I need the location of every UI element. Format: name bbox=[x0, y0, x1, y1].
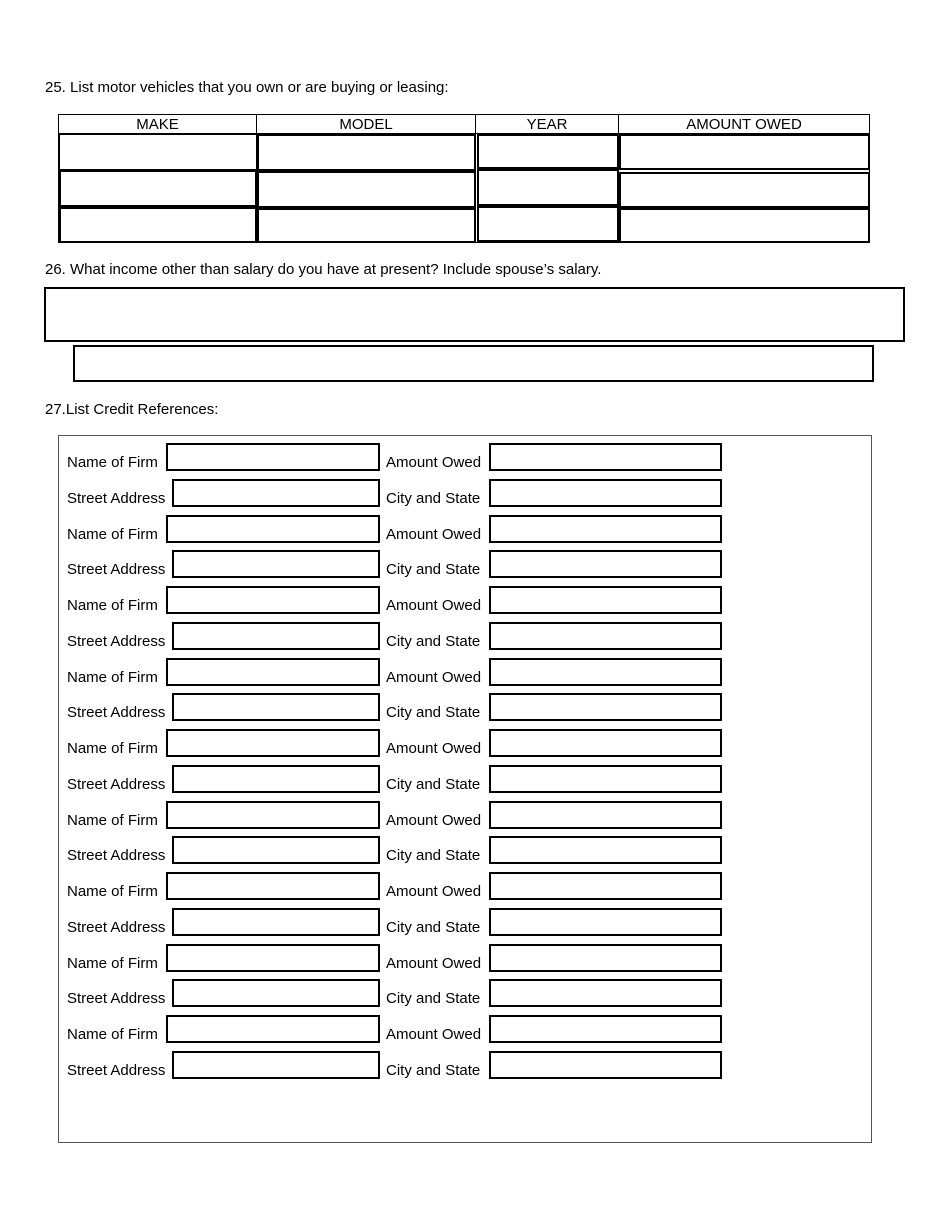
col-amount-owed-header: AMOUNT OWED bbox=[619, 115, 869, 134]
col-model-header: MODEL bbox=[257, 115, 476, 134]
q26-text: 26. What income other than salary do you have at present? Include spouse’s salary. bbox=[45, 261, 602, 278]
vehicle-1-amount-owed[interactable] bbox=[619, 134, 870, 170]
amount-owed-label: Amount Owed bbox=[386, 883, 482, 900]
ref-5-street-address-input[interactable] bbox=[172, 765, 380, 793]
firm-name-label: Name of Firm bbox=[67, 525, 158, 543]
other-income-field-1[interactable] bbox=[44, 287, 905, 342]
ref-4-amount-owed-input[interactable] bbox=[489, 658, 722, 686]
vehicle-3-model[interactable] bbox=[257, 208, 476, 243]
amount-owed-label: Amount Owed bbox=[386, 597, 482, 614]
amount-owed-label: Amount Owed bbox=[386, 668, 482, 686]
ref-7-street-address-input[interactable] bbox=[172, 908, 380, 936]
ref-2-city-state-input[interactable] bbox=[489, 550, 722, 578]
firm-name-label: Name of Firm bbox=[67, 811, 158, 829]
ref-4-street-address-input[interactable] bbox=[172, 693, 380, 721]
ref-3-firm-name-input[interactable] bbox=[166, 586, 380, 614]
ref-1-amount-owed-input[interactable] bbox=[489, 443, 722, 471]
street-address-label: Street Address bbox=[67, 847, 166, 865]
ref-1-street-address-input[interactable] bbox=[172, 479, 380, 507]
firm-name-label: Name of Firm bbox=[67, 954, 158, 972]
city-state-label: City and State bbox=[386, 489, 481, 507]
ref-8-amount-owed-input[interactable] bbox=[489, 944, 722, 972]
col-year-header: YEAR bbox=[476, 115, 619, 134]
amount-owed-label: Amount Owed bbox=[386, 954, 482, 972]
firm-name-label: Name of Firm bbox=[67, 1026, 158, 1043]
city-state-label: City and State bbox=[386, 918, 481, 936]
ref-5-firm-name-input[interactable] bbox=[166, 729, 380, 757]
street-address-label: Street Address bbox=[67, 1061, 166, 1079]
ref-6-firm-name-input[interactable] bbox=[166, 801, 380, 829]
ref-6-street-address-input[interactable] bbox=[172, 836, 380, 864]
ref-5-city-state-input[interactable] bbox=[489, 765, 722, 793]
ref-2-firm-name-input[interactable] bbox=[166, 515, 380, 543]
firm-name-label: Name of Firm bbox=[67, 740, 158, 757]
vehicle-1-year[interactable] bbox=[477, 134, 619, 169]
ref-9-firm-name-input[interactable] bbox=[166, 1015, 380, 1043]
firm-name-label: Name of Firm bbox=[67, 668, 158, 686]
ref-8-city-state-input[interactable] bbox=[489, 979, 722, 1007]
col-make-header: MAKE bbox=[59, 115, 257, 134]
amount-owed-label: Amount Owed bbox=[386, 811, 482, 829]
ref-7-city-state-input[interactable] bbox=[489, 908, 722, 936]
street-address-label: Street Address bbox=[67, 704, 166, 722]
firm-name-label: Name of Firm bbox=[67, 454, 158, 471]
street-address-label: Street Address bbox=[67, 990, 166, 1008]
street-address-label: Street Address bbox=[67, 489, 166, 507]
amount-owed-label: Amount Owed bbox=[386, 525, 482, 543]
q27-text: 27.List Credit References: bbox=[45, 401, 219, 418]
ref-7-amount-owed-input[interactable] bbox=[489, 872, 722, 900]
city-state-label: City and State bbox=[386, 1061, 481, 1079]
vehicle-2-year[interactable] bbox=[477, 169, 619, 206]
other-income-field-2[interactable] bbox=[73, 345, 874, 382]
ref-3-amount-owed-input[interactable] bbox=[489, 586, 722, 614]
vehicle-2-make[interactable] bbox=[59, 170, 257, 207]
firm-name-label: Name of Firm bbox=[67, 597, 158, 614]
vehicle-1-model[interactable] bbox=[257, 134, 476, 171]
ref-2-amount-owed-input[interactable] bbox=[489, 515, 722, 543]
amount-owed-label: Amount Owed bbox=[386, 454, 482, 471]
city-state-label: City and State bbox=[386, 775, 481, 793]
street-address-label: Street Address bbox=[67, 632, 166, 650]
city-state-label: City and State bbox=[386, 632, 481, 650]
ref-7-firm-name-input[interactable] bbox=[166, 872, 380, 900]
vehicle-2-amount-owed[interactable] bbox=[619, 172, 870, 208]
vehicle-3-make[interactable] bbox=[59, 207, 257, 243]
ref-3-city-state-input[interactable] bbox=[489, 622, 722, 650]
ref-3-street-address-input[interactable] bbox=[172, 622, 380, 650]
ref-4-firm-name-input[interactable] bbox=[166, 658, 380, 686]
ref-4-city-state-input[interactable] bbox=[489, 693, 722, 721]
city-state-label: City and State bbox=[386, 847, 481, 865]
city-state-label: City and State bbox=[386, 561, 481, 579]
street-address-label: Street Address bbox=[67, 918, 166, 936]
ref-9-city-state-input[interactable] bbox=[489, 1051, 722, 1079]
vehicle-1-make[interactable] bbox=[59, 134, 257, 170]
amount-owed-label: Amount Owed bbox=[386, 740, 482, 757]
ref-2-street-address-input[interactable] bbox=[172, 550, 380, 578]
vehicle-3-year[interactable] bbox=[477, 206, 619, 242]
ref-8-street-address-input[interactable] bbox=[172, 979, 380, 1007]
ref-6-city-state-input[interactable] bbox=[489, 836, 722, 864]
ref-6-amount-owed-input[interactable] bbox=[489, 801, 722, 829]
ref-1-city-state-input[interactable] bbox=[489, 479, 722, 507]
vehicle-2-model[interactable] bbox=[257, 171, 476, 208]
vehicles-table bbox=[58, 114, 870, 243]
q25-text: 25. List motor vehicles that you own or are buying or leasing: bbox=[45, 79, 449, 96]
amount-owed-label: Amount Owed bbox=[386, 1026, 482, 1043]
ref-9-amount-owed-input[interactable] bbox=[489, 1015, 722, 1043]
city-state-label: City and State bbox=[386, 990, 481, 1008]
street-address-label: Street Address bbox=[67, 775, 166, 793]
ref-9-street-address-input[interactable] bbox=[172, 1051, 380, 1079]
city-state-label: City and State bbox=[386, 704, 481, 722]
ref-5-amount-owed-input[interactable] bbox=[489, 729, 722, 757]
firm-name-label: Name of Firm bbox=[67, 883, 158, 900]
vehicle-3-amount-owed[interactable] bbox=[619, 208, 870, 243]
ref-1-firm-name-input[interactable] bbox=[166, 443, 380, 471]
ref-8-firm-name-input[interactable] bbox=[166, 944, 380, 972]
street-address-label: Street Address bbox=[67, 561, 166, 579]
